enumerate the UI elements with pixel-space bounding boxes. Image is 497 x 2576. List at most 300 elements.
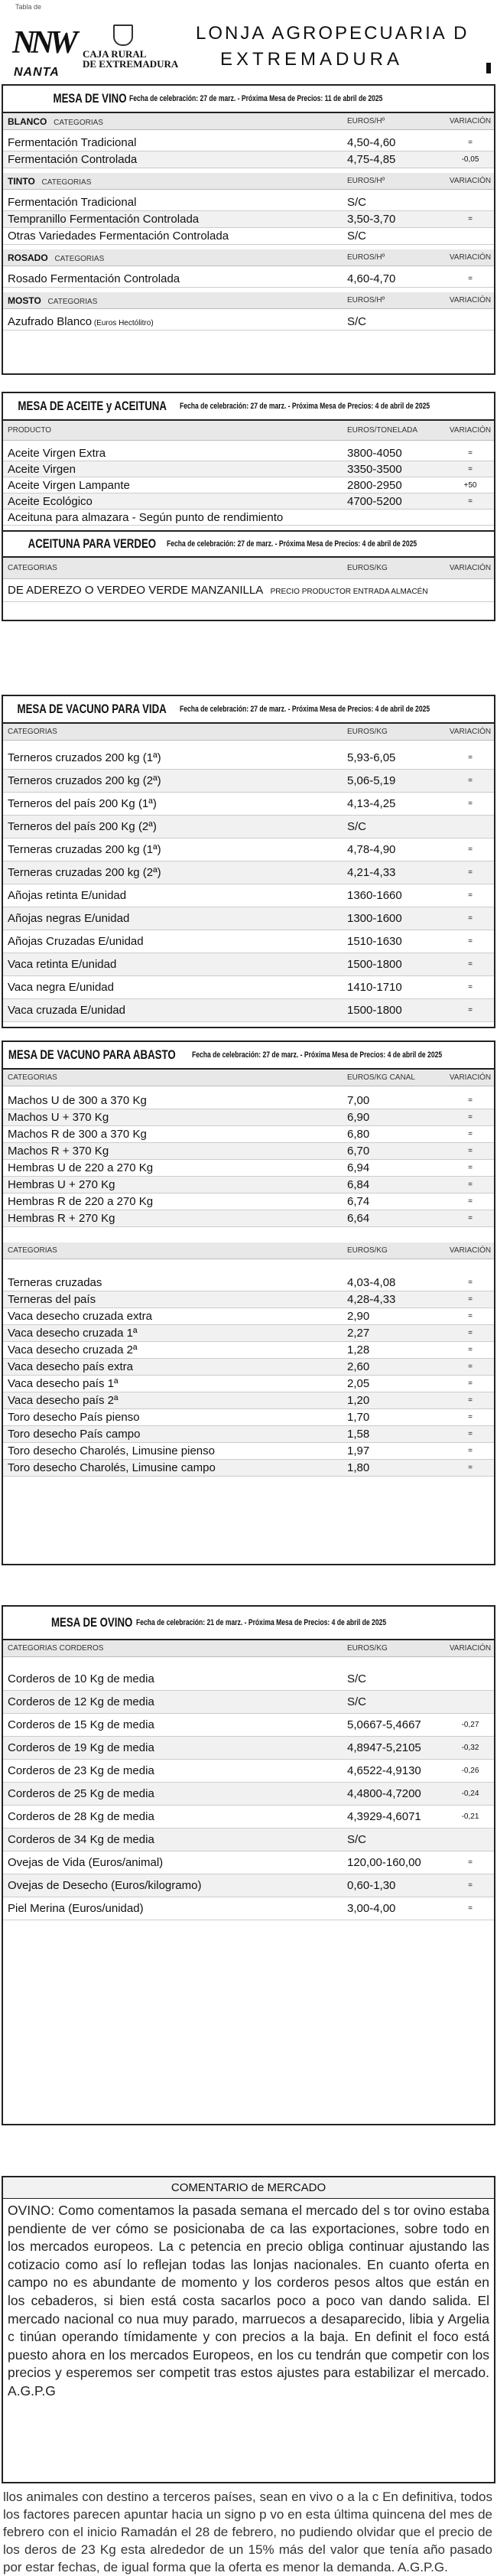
row-price: 4,60-4,70	[347, 272, 396, 285]
nanta-logo-mark: NNW	[12, 25, 74, 60]
row-label-text: Fermentación Tradicional	[8, 136, 137, 149]
row-label	[3, 774, 347, 787]
row-price: 0,60-1,30	[347, 1879, 396, 1892]
row-label	[3, 751, 347, 764]
row-price: 1510-1630	[347, 935, 402, 948]
row-label	[3, 1741, 347, 1754]
group-var: VARIACIÓN	[449, 296, 492, 304]
row-label-text: Corderos de 10 Kg de media	[8, 1672, 154, 1685]
row-price: 2,05	[347, 1377, 370, 1390]
row-label	[3, 1327, 347, 1340]
row-price: 4,50-4,60	[347, 136, 396, 149]
row-label	[3, 1195, 347, 1208]
mesa-vino-heading: MESA DE VINO	[53, 91, 127, 106]
verdeo-row-text: DE ADEREZO O VERDEO VERDE MANZANILLA	[8, 584, 263, 597]
row-price: 6,74	[347, 1195, 370, 1208]
caja-line-1: CAJA RURAL	[83, 48, 147, 60]
mesa-vino-dates: Fecha de celebración: 27 de marz. - Próxima Mesa de Precios: 11 de abril de 2025	[129, 94, 383, 103]
row-price: 1,20	[347, 1394, 370, 1407]
group-cat-label: CATEGORIAS	[52, 254, 105, 263]
table-row	[3, 135, 494, 151]
row-label-text: Toro desecho Charolés, Limusine pienso	[8, 1444, 215, 1457]
group-name-text: MOSTO	[8, 295, 41, 306]
row-label	[3, 1178, 347, 1191]
table-row	[3, 884, 494, 907]
row-label	[3, 1128, 347, 1141]
row-variation: =	[468, 1130, 473, 1138]
table-row	[3, 1177, 494, 1194]
ovino-col-var: VARIACIÓN	[449, 1644, 492, 1653]
group-var: VARIACIÓN	[449, 253, 492, 262]
row-variation: =	[468, 1214, 473, 1223]
row-label-text: Terneras cruzadas 200 kg (1ª)	[8, 843, 161, 856]
vacuno-abasto-col-var-2: VARIACIÓN	[449, 1246, 492, 1255]
row-price: 4,75-4,85	[347, 153, 396, 166]
row-price: S/C	[347, 196, 367, 209]
table-row	[3, 1897, 494, 1920]
vacuno-abasto-col-cat-2: CATEGORIAS	[8, 1246, 57, 1255]
row-label-text: Tempranillo Fermentación Controlada	[8, 213, 200, 226]
table-row	[3, 1783, 494, 1806]
table-row	[3, 861, 494, 884]
row-label-text: Corderos de 12 Kg de media	[8, 1695, 154, 1708]
row-label	[3, 1411, 347, 1424]
row-variation: =	[468, 138, 473, 147]
table-row	[3, 1109, 494, 1126]
row-label	[3, 1145, 347, 1158]
row-label-text: Vaca desecho cruzada 1ª	[8, 1327, 138, 1340]
row-price: 1,58	[347, 1428, 370, 1441]
row-price: S/C	[347, 230, 367, 243]
table-row	[3, 194, 494, 211]
row-label-text: Toro desecho País campo	[8, 1428, 141, 1441]
row-price: 3,00-4,00	[347, 1902, 396, 1915]
table-row	[3, 999, 494, 1022]
row-label-text: Hembras U de 220 a 270 Kg	[8, 1161, 154, 1174]
row-label-text: Vaca desecho país 2ª	[8, 1394, 119, 1407]
comentario-title: COMENTARIO de MERCADO	[3, 2177, 494, 2199]
row-price: 4,8947-5,2105	[347, 1741, 421, 1754]
row-variation: =	[468, 464, 473, 474]
row-label	[3, 1377, 347, 1390]
group-header	[3, 292, 494, 309]
vacuno-abasto-dates: Fecha de celebración: 27 de marz. - Próxima Mesa de Precios: 4 de abril de 2025	[191, 1050, 442, 1060]
row-variation: -0,27	[461, 1721, 479, 1729]
row-label	[3, 1672, 347, 1685]
row-variation: =	[468, 1858, 473, 1867]
row-label-text: Vaca negra E/unidad	[8, 981, 114, 994]
row-price: 6,80	[347, 1128, 370, 1141]
vacuno-abasto-column-header	[3, 1070, 494, 1086]
table-row	[3, 1668, 494, 1691]
row-label	[3, 1810, 347, 1823]
row-variation: =	[468, 1363, 473, 1371]
row-label-text: Terneras cruzadas 200 kg (2ª)	[8, 866, 161, 879]
verdeo-col-var: VARIACIÓN	[449, 564, 492, 572]
table-row	[3, 1714, 494, 1737]
row-label	[3, 1161, 347, 1174]
row-price: 4,4800-4,7200	[347, 1787, 421, 1800]
vacuno-abasto-col-unit: EUROS/KG CANAL	[347, 1073, 415, 1082]
header-edge-mark	[486, 63, 491, 73]
row-label	[3, 230, 347, 243]
aceite-rows	[3, 445, 494, 526]
row-label	[3, 196, 347, 209]
vacuno-abasto-heading: MESA DE VACUNO PARA ABASTO	[8, 1047, 176, 1062]
row-label	[3, 1212, 347, 1225]
row-price: 120,00-160,00	[347, 1856, 421, 1869]
row-variation: -0,24	[461, 1790, 479, 1798]
table-row	[3, 211, 494, 228]
row-label	[3, 136, 347, 149]
row-variation: =	[468, 914, 473, 923]
row-label-text: Terneros del país 200 Kg (1ª)	[8, 797, 157, 810]
row-label	[3, 1902, 347, 1915]
row-variation: =	[468, 1096, 473, 1105]
verdeo-row	[3, 579, 494, 602]
table-row	[3, 151, 494, 168]
table-row	[3, 1376, 494, 1392]
row-label	[3, 1394, 347, 1407]
row-label-text: Piel Merina (Euros/unidad)	[8, 1902, 144, 1915]
comentario-section	[2, 2176, 495, 2483]
table-row	[3, 1126, 494, 1143]
ovino-col-unit: EUROS/KG	[347, 1644, 388, 1653]
row-label-text: Otras Variedades Fermentación Controlada	[8, 230, 229, 243]
group-header	[3, 173, 494, 190]
row-label	[3, 1856, 347, 1869]
table-row	[3, 839, 494, 861]
row-label-text: Aceituna para almazara - Según punto de rendimiento	[8, 510, 284, 524]
ovino-column-header	[3, 1640, 494, 1657]
row-label-text: Machos U de 300 a 370 Kg	[8, 1094, 147, 1107]
aceite-col-product: PRODUCTO	[8, 426, 52, 435]
row-label-text: Machos R + 370 Kg	[8, 1145, 109, 1158]
group-cat-label: CATEGORIAS	[51, 118, 103, 127]
row-label	[3, 511, 347, 524]
row-label-text: Vaca desecho país 1ª	[8, 1377, 119, 1390]
table-row	[3, 1291, 494, 1308]
verdeo-col-cat: CATEGORIAS	[8, 564, 57, 572]
row-price: 6,64	[347, 1212, 370, 1225]
row-price: 4700-5200	[347, 494, 402, 508]
row-label	[3, 495, 347, 508]
row-variation: =	[468, 1413, 473, 1422]
row-variation: =	[468, 1147, 473, 1155]
row-price: 6,84	[347, 1178, 370, 1191]
verdeo-row-note: PRECIO PRODUCTOR ENTRADA ALMACÉN	[270, 588, 428, 596]
mesa-aceite-dates: Fecha de celebración: 27 de marz. - Próxima Mesa de Precios: 4 de abril de 2025	[179, 402, 430, 411]
row-label-text: Rosado Fermentación Controlada	[8, 272, 180, 285]
row-price: 5,93-6,05	[347, 751, 396, 764]
vacuno-vida-title	[3, 696, 494, 724]
vacuno-abasto-col-unit-2: EUROS/KG	[347, 1246, 388, 1255]
row-label	[3, 1276, 347, 1289]
table-row	[3, 1851, 494, 1874]
row-label	[3, 1360, 347, 1373]
ovino-title	[3, 1607, 494, 1640]
row-label-text: Toro desecho País pienso	[8, 1411, 140, 1424]
row-variation: -0,32	[461, 1744, 479, 1752]
row-price: 7,00	[347, 1094, 370, 1107]
row-variation: =	[468, 275, 473, 283]
ovino-dates: Fecha de celebración: 21 de marz. - Próxima Mesa de Precios: 4 de abril de 2025	[136, 1618, 387, 1627]
table-row	[3, 770, 494, 793]
table-row	[3, 793, 494, 816]
row-price: 4,78-4,90	[347, 843, 396, 856]
row-label	[3, 797, 347, 810]
row-variation: =	[468, 937, 473, 946]
row-price: S/C	[347, 315, 367, 328]
row-variation: =	[468, 1295, 473, 1304]
row-variation: =	[468, 1447, 473, 1455]
row-label	[3, 820, 347, 833]
vacuno-abasto-col-var: VARIACIÓN	[449, 1073, 492, 1082]
row-variation: =	[468, 754, 473, 762]
row-variation: =	[468, 1430, 473, 1438]
row-price: 1500-1800	[347, 958, 402, 971]
row-label-text: Vaca desecho país extra	[8, 1360, 133, 1373]
table-row	[3, 1194, 494, 1210]
row-label-text: Corderos de 19 Kg de media	[8, 1741, 154, 1754]
table-row	[3, 1874, 494, 1897]
group-cat-label: CATEGORIAS	[45, 297, 98, 306]
group-name	[3, 252, 347, 263]
row-label	[3, 1293, 347, 1306]
row-price: 2800-2950	[347, 478, 402, 492]
group-cat-label: CATEGORIAS	[39, 177, 92, 187]
mesa-vino-section	[2, 84, 495, 375]
aceite-col-unit: EUROS/TONELADA	[347, 426, 418, 435]
row-label-text: Hembras R + 270 Kg	[8, 1212, 115, 1225]
row-label-note: (Euros Hectólitro)	[92, 319, 154, 327]
row-price: 1300-1600	[347, 912, 402, 925]
table-row	[3, 930, 494, 953]
row-label-text: Añojas Cruzadas E/unidad	[8, 935, 144, 948]
row-label-text: Vaca desecho cruzada 2ª	[8, 1343, 138, 1356]
row-label	[3, 1718, 347, 1731]
table-row	[3, 976, 494, 999]
verdeo-dates: Fecha de celebración: 27 de marz. - Próxima Mesa de Precios: 4 de abril de 2025	[166, 539, 417, 549]
row-variation: =	[468, 1464, 473, 1472]
row-label-text: Corderos de 25 Kg de media	[8, 1787, 154, 1800]
group-name-text: ROSADO	[8, 252, 48, 263]
row-label-text: Ovejas de Vida (Euros/animal)	[8, 1856, 164, 1869]
row-label	[3, 1879, 347, 1892]
group-name	[3, 176, 347, 187]
row-variation: +50	[463, 480, 477, 490]
row-price: S/C	[347, 1833, 367, 1846]
lonja-subtitle: EXTREMADURA	[220, 49, 404, 70]
row-label-text: Aceite Virgen Extra	[8, 446, 106, 460]
caja-shield-icon	[113, 24, 133, 46]
mesa-aceite-title	[3, 393, 494, 421]
row-price: 4,28-4,33	[347, 1293, 396, 1306]
group-unit: EUROS/Hº	[347, 253, 385, 262]
row-variation: =	[468, 1396, 473, 1405]
group-var: VARIACIÓN	[449, 117, 492, 125]
nanta-logo-word: NANTA	[14, 66, 60, 79]
row-variation: =	[468, 1904, 473, 1913]
table-row	[3, 1275, 494, 1291]
verdeo-heading: ACEITUNA PARA VERDEO	[28, 536, 157, 551]
row-variation: =	[468, 448, 473, 458]
row-label-text: Corderos de 28 Kg de media	[8, 1810, 154, 1823]
row-variation: =	[468, 1006, 473, 1014]
row-label	[3, 843, 347, 856]
row-price: 5,06-5,19	[347, 774, 396, 787]
row-variation: =	[468, 983, 473, 992]
row-label-text: Terneras cruzadas	[8, 1276, 102, 1289]
table-row	[3, 1359, 494, 1376]
verdeo-col-unit: EUROS/KG	[347, 564, 388, 572]
aceite-column-header	[3, 421, 494, 441]
vacuno-vida-column-header	[3, 724, 494, 741]
row-price: 5,0667-5,4667	[347, 1718, 421, 1731]
row-price: 2,27	[347, 1327, 370, 1340]
row-label-text: Terneros cruzados 200 kg (2ª)	[8, 774, 161, 787]
group-unit: EUROS/Hº	[347, 117, 385, 125]
row-variation: =	[468, 1346, 473, 1354]
row-price: 6,70	[347, 1145, 370, 1158]
nanta-logo	[11, 20, 74, 79]
row-label-text: Fermentación Controlada	[8, 153, 138, 166]
vacuno-vida-heading: MESA DE VACUNO PARA VIDA	[17, 702, 167, 716]
row-price: 4,3929-4,6071	[347, 1810, 421, 1823]
row-variation: =	[468, 777, 473, 785]
row-label	[3, 958, 347, 971]
row-label-text: Terneras del país	[8, 1293, 96, 1306]
lonja-title: LONJA AGROPECUARIA D	[196, 23, 469, 44]
row-price: S/C	[347, 1695, 367, 1708]
row-label	[3, 1444, 347, 1457]
row-variation: =	[468, 1181, 473, 1189]
row-variation: -0,26	[461, 1767, 479, 1775]
row-price: 2,90	[347, 1310, 370, 1323]
vacuno-abasto-title	[3, 1042, 494, 1070]
table-row	[3, 1760, 494, 1783]
row-label	[3, 889, 347, 902]
row-variation: -0,21	[461, 1812, 479, 1821]
table-row	[3, 1308, 494, 1325]
comentario-text: OVINO: Como comentamos la pasada semana el mercado del s tor ovino estaba pendiente de ver cómo se posicionaba de ca las exportaciones, sobre todo en los mercados europeos. La c petencia en precio obliga continuar ajustando las cotizacio como así lo reflejan todas las lonjas nacionales. En cuanto oferta en campo no es abundante de momento y los corderos pesos altos que están en los cebaderos, si bien está costa sacarlos poco a poco van dando salida. El mercado nacional co nua muy parado, marruecos a desaparecido, libia y Argelia c tinúan operando tímidamente y con precios a la baja. En definit el foco está puesto ahora en los mercados Europeos, en los cu tendrán que competir con los precios y esperemos ser competit tras estos ajustes para estabilizar el mercado. A.G.P.G	[8, 2203, 489, 2399]
row-label	[3, 1764, 347, 1777]
group-var: VARIACIÓN	[449, 177, 492, 185]
row-label-text: Toro desecho Charolés, Limusine campo	[8, 1461, 216, 1474]
vacuno-abasto-rows	[3, 1093, 494, 1227]
vacuno-abasto-rows-2	[3, 1275, 494, 1477]
row-variation: =	[468, 1881, 473, 1890]
mesa-ovino-section	[2, 1605, 495, 2125]
table-row	[3, 228, 494, 245]
table-row	[3, 1691, 494, 1714]
row-label	[3, 1343, 347, 1356]
table-row	[3, 1160, 494, 1177]
row-label-text: Corderos de 23 Kg de media	[8, 1764, 154, 1777]
row-variation: =	[468, 1197, 473, 1206]
row-label	[3, 272, 347, 285]
row-label	[3, 935, 347, 948]
table-row	[3, 314, 494, 331]
table-row	[3, 477, 494, 493]
row-label	[3, 866, 347, 879]
vacuno-abasto-column-header-2	[3, 1242, 494, 1259]
row-label-text: Vaca cruzada E/unidad	[8, 1004, 125, 1017]
row-price: 3,50-3,70	[347, 213, 396, 226]
table-row	[3, 493, 494, 510]
row-price: 1,97	[347, 1444, 370, 1457]
row-price: 3350-3500	[347, 462, 402, 476]
row-price: 3800-4050	[347, 446, 402, 460]
aceite-col-var: VARIACIÓN	[449, 426, 492, 435]
row-label-text: Vaca desecho cruzada extra	[8, 1310, 153, 1323]
row-variation: =	[468, 868, 473, 877]
group-unit: EUROS/Hº	[347, 177, 385, 185]
table-row	[3, 1342, 494, 1359]
row-label	[3, 1461, 347, 1474]
header-small-text: Tabla de	[15, 3, 42, 11]
row-variation: =	[468, 1164, 473, 1172]
row-label	[3, 1695, 347, 1708]
caja-rural-name	[83, 49, 178, 69]
row-price: 1500-1800	[347, 1004, 402, 1017]
table-row	[3, 271, 494, 288]
row-price: 1,28	[347, 1343, 370, 1356]
row-label	[3, 981, 347, 994]
row-price: 2,60	[347, 1360, 370, 1373]
row-price: 1,70	[347, 1411, 370, 1424]
row-variation: =	[468, 1278, 473, 1287]
row-variation: =	[468, 1113, 473, 1122]
row-label-text: Corderos de 34 Kg de media	[8, 1833, 154, 1846]
row-label	[3, 213, 347, 226]
row-label-text: Terneros del país 200 Kg (2ª)	[8, 820, 157, 833]
row-label-text: Ovejas de Desecho (Euros/kilogramo)	[8, 1879, 202, 1892]
row-price: 6,94	[347, 1161, 370, 1174]
group-name-text: BLANCO	[8, 116, 47, 127]
row-price: 4,21-4,33	[347, 866, 396, 879]
row-label-text: Vaca retinta E/unidad	[8, 958, 117, 971]
row-price: 1360-1660	[347, 889, 402, 902]
row-label	[3, 1094, 347, 1107]
table-row	[3, 1829, 494, 1851]
row-label-text: Aceite Virgen Lampante	[8, 478, 130, 492]
row-label	[3, 153, 347, 166]
row-label	[3, 912, 347, 925]
row-label-text: Aceite Ecológico	[8, 494, 93, 508]
row-label-text: Terneros cruzados 200 kg (1ª)	[8, 751, 161, 764]
row-label	[3, 1004, 347, 1017]
row-price: S/C	[347, 820, 367, 833]
mesa-vacuno-abasto-section	[2, 1040, 495, 1565]
vacuno-vida-rows	[3, 747, 494, 1022]
row-price: 1410-1710	[347, 981, 402, 994]
row-variation: =	[468, 215, 473, 223]
vacuno-vida-col-var: VARIACIÓN	[449, 728, 492, 736]
row-label	[3, 1111, 347, 1124]
row-variation: =	[468, 1329, 473, 1337]
row-label	[3, 1310, 347, 1323]
group-header	[3, 249, 494, 266]
row-variation: -0,05	[461, 155, 479, 164]
row-label	[3, 315, 347, 328]
row-price: 4,6522-4,9130	[347, 1764, 421, 1777]
row-variation: =	[468, 845, 473, 854]
vacuno-vida-col-unit: EUROS/KG	[347, 728, 388, 736]
row-label	[3, 447, 347, 460]
row-label	[3, 463, 347, 476]
row-label	[3, 1428, 347, 1441]
